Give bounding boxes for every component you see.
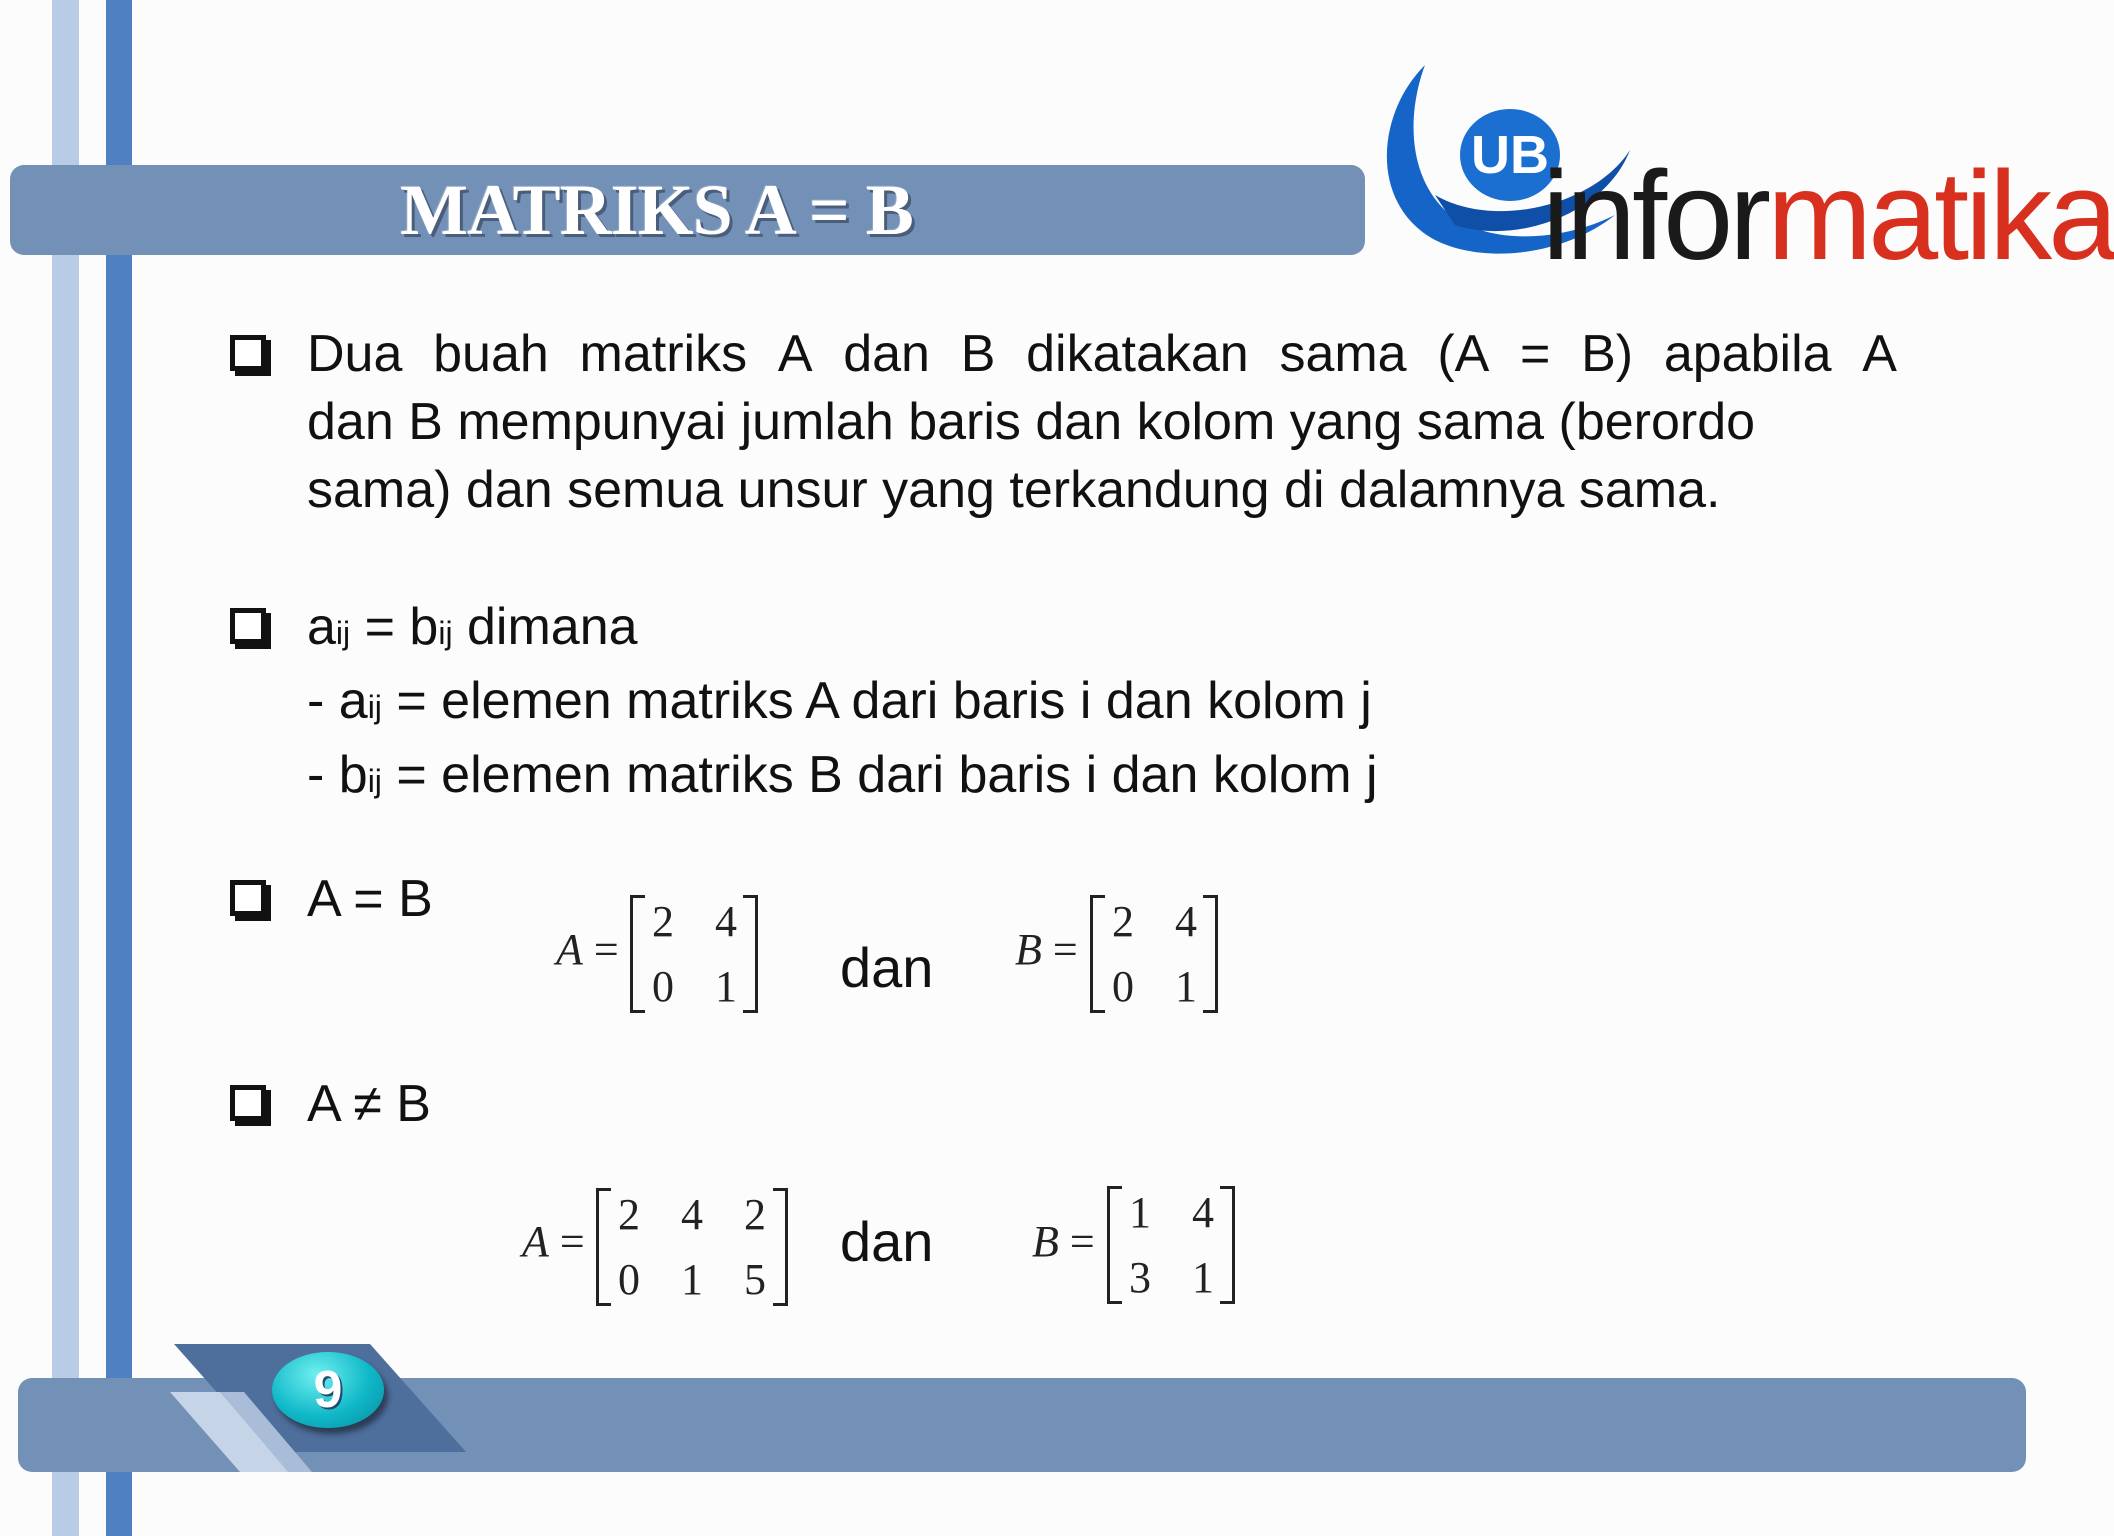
matrix-cell: 5 xyxy=(744,1255,766,1304)
bullet-1-word: sama xyxy=(1279,325,1407,383)
bullet-box-icon xyxy=(230,880,266,916)
ub-informatika-logo xyxy=(1365,55,2114,286)
matrix-cell: 4 xyxy=(1175,897,1197,946)
bullet-1-word: dikatakan xyxy=(1026,325,1249,383)
matrix-cell: 1 xyxy=(1192,1253,1214,1302)
matrix-cell: 0 xyxy=(618,1255,640,1304)
matrix-a-equal xyxy=(630,895,758,1013)
bullet-4-label: A ≠ B xyxy=(307,1075,431,1133)
matrix-b-unequal-label: B = xyxy=(1032,1217,1095,1266)
matrix-cell: 1 xyxy=(715,962,737,1011)
matrix-cell: 1 xyxy=(681,1255,703,1304)
bullet-2-line-1: aij = bij dimana xyxy=(307,598,638,656)
matrix-cell: 4 xyxy=(715,897,737,946)
matrix-cell: 2 xyxy=(1112,897,1134,946)
bullet-1-word: apabila xyxy=(1663,325,1832,383)
matrix-a-unequal xyxy=(596,1188,788,1306)
connector-dan: dan xyxy=(840,936,934,999)
bullet-3-label: A = B xyxy=(307,870,433,928)
bullet-1-line-2: dan B mempunyai jumlah baris dan kolom yang sama (berordo xyxy=(307,393,1756,451)
bullet-box-icon xyxy=(230,608,266,644)
matrix-cell: 2 xyxy=(652,897,674,946)
matrix-cell: 2 xyxy=(618,1190,640,1239)
matrix-cell: 4 xyxy=(1192,1188,1214,1237)
matrix-b-equal xyxy=(1090,895,1218,1013)
bullet-1-word: Dua xyxy=(307,325,403,383)
matrix-b-equal-label: B = xyxy=(1015,925,1078,974)
bullet-2-text xyxy=(307,593,1378,815)
matrix-cell: 0 xyxy=(1112,962,1134,1011)
bullet-1-word: B xyxy=(960,325,996,383)
bullet-1-word: buah xyxy=(433,325,549,383)
bullet-1-word: matriks xyxy=(579,325,748,383)
matrix-cell: 1 xyxy=(1129,1188,1151,1237)
matrix-a-unequal-label: A = xyxy=(522,1217,585,1266)
matrix-cell: 4 xyxy=(681,1190,703,1239)
connector-dan: dan xyxy=(840,1210,934,1273)
svg-text:UB: UB xyxy=(1471,125,1549,185)
bullet-1-word: = xyxy=(1520,325,1551,383)
matrix-b-unequal xyxy=(1107,1186,1235,1304)
matrix-cell: 0 xyxy=(652,962,674,1011)
bullet-1-word: A xyxy=(1862,325,1897,383)
bullet-1-line-3: sama) dan semua unsur yang terkandung di dalamnya sama. xyxy=(307,461,1721,519)
page-number-badge: 9 xyxy=(272,1352,384,1428)
bullet-1-word: dan xyxy=(843,325,930,383)
bullet-1-word: A xyxy=(777,325,813,383)
bullet-box-icon xyxy=(230,335,266,371)
bullet-1-line-1 xyxy=(307,320,1897,388)
matrix-cell: 3 xyxy=(1129,1253,1151,1302)
slide-title: MATRIKS A = B xyxy=(400,170,913,250)
bullet-box-icon xyxy=(230,1085,266,1121)
matrix-cell: 1 xyxy=(1175,962,1197,1011)
logo-wordmark: informatika xyxy=(1542,145,2114,286)
matrix-cell: 2 xyxy=(744,1190,766,1239)
bullet-1-text xyxy=(307,320,1897,524)
bullet-1-word: (A xyxy=(1437,325,1490,383)
bullet-1-word: B) xyxy=(1581,325,1634,383)
bullet-2-line-2: - aij = elemen matriks A dari baris i dan kolom j xyxy=(307,672,1372,730)
bullet-2-line-3: - bij = elemen matriks B dari baris i dan kolom j xyxy=(307,746,1378,804)
matrix-a-equal-label: A = xyxy=(556,925,619,974)
